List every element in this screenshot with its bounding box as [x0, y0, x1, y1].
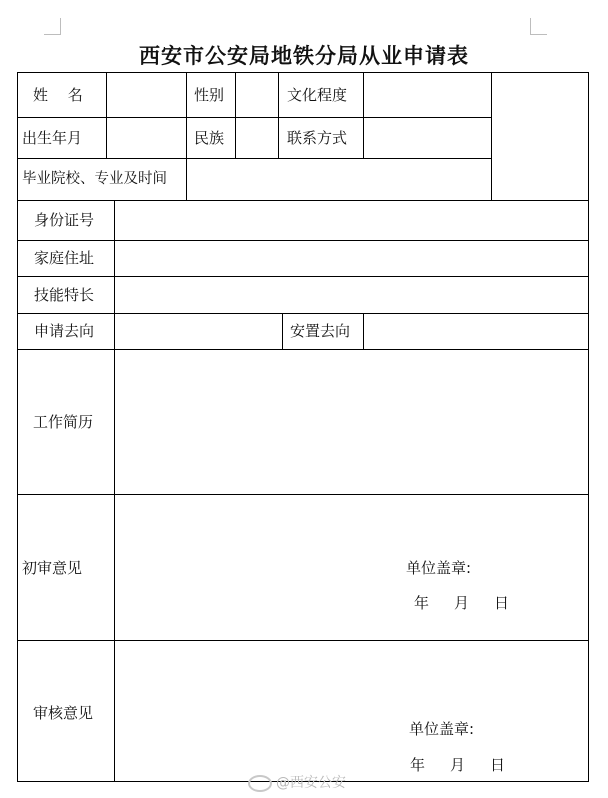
birth-field[interactable]: [107, 118, 185, 158]
column-divider: [278, 72, 279, 158]
ethnicity-field[interactable]: [236, 118, 278, 158]
birth-label: 出生年月: [22, 129, 83, 147]
initial-review-month-label: 月: [454, 594, 470, 612]
gender-field[interactable]: [236, 73, 278, 117]
audit-review-year-label: 年: [410, 756, 426, 774]
photo-field[interactable]: [492, 73, 588, 200]
work-history-field[interactable]: [115, 350, 588, 494]
audit-review-day-label: 日: [490, 756, 506, 774]
apply-direction-field[interactable]: [115, 314, 282, 349]
placement-label: 安置去向: [290, 322, 351, 340]
skills-label: 技能特长: [34, 286, 95, 304]
apply-direction-label: 申请去向: [34, 322, 95, 340]
page-corner-mark-right: [530, 18, 547, 35]
address-label: 家庭住址: [34, 249, 95, 267]
watermark-text: @西安公安: [276, 775, 346, 791]
contact-field[interactable]: [364, 118, 491, 158]
school-label: 毕业院校、专业及时间: [22, 171, 167, 187]
id-number-field[interactable]: [115, 201, 588, 240]
name-field[interactable]: [107, 73, 185, 117]
table-border-right: [588, 72, 589, 782]
table-border-left: [17, 72, 18, 782]
ethnicity-label: 民族: [194, 129, 225, 147]
work-history-label: 工作简历: [33, 413, 94, 431]
initial-review-label: 初审意见: [22, 559, 83, 577]
page-corner-mark-left: [44, 18, 61, 35]
weibo-logo-icon: [248, 775, 272, 792]
audit-review-month-label: 月: [450, 756, 466, 774]
school-field[interactable]: [187, 159, 491, 200]
name-label: 姓 名: [33, 86, 83, 104]
audit-review-field[interactable]: [115, 641, 588, 781]
address-field[interactable]: [115, 241, 588, 276]
skills-field[interactable]: [115, 277, 588, 313]
gender-label: 性别: [194, 86, 225, 104]
audit-review-label: 审核意见: [33, 704, 94, 722]
initial-review-field[interactable]: [115, 495, 588, 640]
audit-review-stamp-label: 单位盖章:: [409, 720, 475, 738]
initial-review-day-label: 日: [494, 594, 510, 612]
education-field[interactable]: [364, 73, 491, 117]
weibo-watermark: [248, 772, 346, 792]
placement-field[interactable]: [364, 314, 588, 349]
column-divider: [282, 313, 283, 349]
education-label: 文化程度: [287, 86, 348, 104]
form-title: 西安市公安局地铁分局从业申请表: [139, 43, 469, 68]
contact-label: 联系方式: [287, 129, 348, 147]
initial-review-year-label: 年: [414, 594, 430, 612]
id-number-label: 身份证号: [34, 211, 95, 229]
initial-review-stamp-label: 单位盖章:: [406, 559, 472, 577]
